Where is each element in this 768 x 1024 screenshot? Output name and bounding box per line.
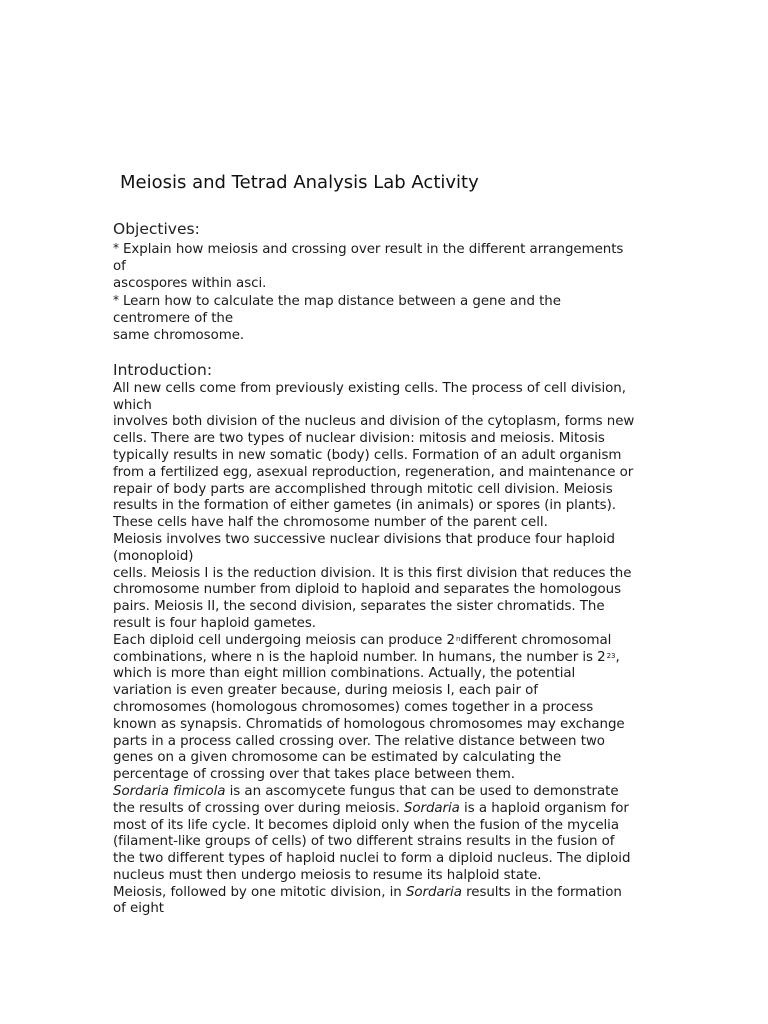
intro-paragraph-1: [113, 381, 658, 532]
introduction-heading: Introduction:: [113, 360, 213, 379]
paragraph-line: These cells have half the chromosome number of the parent cell.: [113, 515, 548, 531]
objective-1-line-1: Explain how meiosis and crossing over result in the different arrangements: [122, 242, 624, 257]
paragraph-line: most of its life cycle. It becomes diploid only when the fusion of the mycelia: [113, 817, 620, 833]
asterisk-bullet-icon: *: [113, 293, 119, 308]
paragraph-line: (monoploid): [113, 548, 194, 564]
objective-2-line-3: same chromosome.: [113, 327, 245, 343]
paragraph-line: combinations, where n is the haploid number. In humans, the number is $2^{23}$,: [113, 649, 620, 665]
paragraph-line: repair of body parts are accomplished through mitotic cell division. Meiosis: [113, 481, 613, 497]
objective-item-2: [113, 292, 658, 344]
paragraph-line: chromosomes (homologous chromosomes) comes together in a process: [113, 699, 594, 715]
paragraph-line: involves both division of the nucleus and division of the cytoplasm, forms new: [113, 414, 635, 430]
genus-name: Sordaria: [403, 800, 460, 816]
paragraph-line: variation is even greater because, during meiosis I, each pair of: [113, 683, 538, 699]
objectives-heading: Objectives:: [113, 220, 200, 238]
paragraph-line: genes on a given chromosome can be estimated by calculating the: [113, 750, 562, 766]
paragraph-line: nucleus must then undergo meiosis to resume its halploid state.: [113, 867, 542, 883]
paragraph-line: cells. There are two types of nuclear division: mitosis and meiosis. Mitosis: [113, 431, 605, 447]
paragraph-line: Meiosis involves two successive nuclear divisions that produce four haploid: [113, 531, 615, 547]
paragraph-line: cells. Meiosis I is the reduction division. It is this first division that reduces the: [113, 565, 632, 581]
intro-paragraph-4: [113, 784, 658, 885]
objective-1-line-3: ascospores within asci.: [113, 275, 267, 291]
document-title: Meiosis and Tetrad Analysis Lab Activity: [120, 172, 479, 193]
paragraph-line: known as synapsis. Chromatids of homologous chromosomes may exchange: [113, 716, 625, 732]
paragraph-line: (filament-like groups of cells) of two different strains results in the fusion of: [113, 834, 615, 850]
paragraph-line: Each diploid cell undergoing meiosis can produce 2$^n$different chromosomal: [113, 632, 612, 648]
paragraph-line: results in the formation of either gametes (in animals) or spores (in plants).: [113, 498, 616, 514]
paragraph-line: All new cells come from previously existing cells. The process of cell division,: [113, 380, 626, 396]
paragraph-line: the results of crossing over during meiosis. Sordaria is a haploid organism for: [113, 800, 629, 816]
paragraph-line: Sordaria fimicola is an ascomycete fungus that can be used to demonstrate: [113, 783, 619, 799]
document-page: [113, 168, 658, 918]
paragraph-line: the two different types of haploid nuclei to form a diploid nucleus. The diploid: [113, 851, 631, 867]
asterisk-bullet-icon: *: [113, 241, 119, 255]
intro-paragraph-3: [113, 633, 658, 784]
exponent-23: 23: [606, 651, 616, 660]
paragraph-line: pairs. Meiosis II, the second division, separates the sister chromatids. The: [113, 599, 605, 615]
exponent-n: n: [456, 634, 461, 643]
paragraph-line: from a fertilized egg, asexual reproduction, regeneration, and maintenance or: [113, 464, 634, 480]
intro-paragraph-5: [113, 885, 658, 919]
paragraph-line: chromosome number from diploid to haploid and separates the homologous: [113, 582, 622, 598]
objective-item-1: [113, 240, 658, 292]
paragraph-line: which is more than eight million combinations. Actually, the potential: [113, 666, 576, 682]
paragraph-line: result is four haploid gametes.: [113, 615, 316, 631]
paragraph-line: percentage of crossing over that takes place between them.: [113, 767, 515, 783]
genus-name: Sordaria: [405, 884, 462, 900]
paragraph-line: typically results in new somatic (body) cells. Formation of an adult organism: [113, 447, 622, 463]
intro-paragraph-2: [113, 532, 658, 633]
objective-1-line-2: of: [113, 258, 126, 274]
objective-2-line-1: Learn how to calculate the map distance between a gene and the: [122, 294, 561, 310]
paragraph-line: which: [113, 397, 152, 413]
objective-2-line-2: centromere of the: [113, 311, 234, 327]
species-name: Sordaria fimicola: [113, 783, 226, 799]
paragraph-line: parts in a process called crossing over. The relative distance between two: [113, 733, 605, 749]
paragraph-line: of eight: [113, 901, 164, 917]
paragraph-line: Meiosis, followed by one mitotic division, in Sordaria results in the formation: [113, 884, 622, 900]
